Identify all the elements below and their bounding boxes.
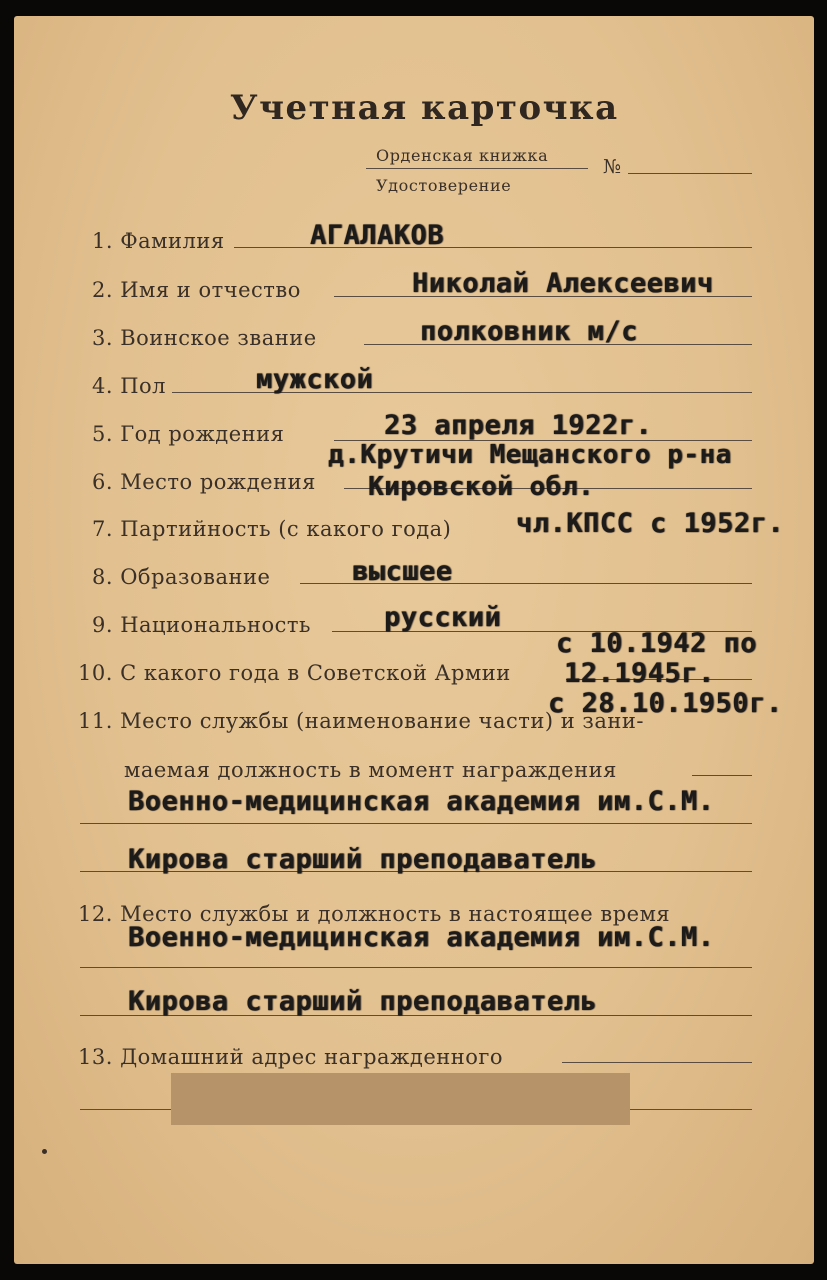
field-3-value: полковник м/с [420, 316, 638, 347]
field-2-value: Николай Алексеевич [412, 268, 714, 299]
doc-option-order-book: Орденская книжка [376, 146, 549, 165]
field-10-value-line3: с 28.10.1950г. [548, 688, 783, 719]
field-10-label: 10. С какого года в Советской Армии [78, 661, 511, 685]
field-11-value-line2: Кирова старший преподаватель [128, 844, 598, 875]
field-11-label-line2: маемая должность в момент награждения [124, 758, 617, 782]
field-10-value-line2: 12.1945г. [564, 658, 715, 689]
field-7-value: чл.КПСС с 1952г. [516, 508, 785, 539]
field-4-label: 4. Пол [92, 374, 167, 398]
field-2-label: 2. Имя и отчество [92, 278, 301, 302]
field-9-value: русский [384, 602, 502, 633]
field-1-label: 1. Фамилия [92, 229, 225, 253]
field-11-line-a [692, 775, 752, 776]
field-6-value-line1: д.Крутичи Мещанского р-на [328, 440, 732, 470]
field-9-label: 9. Национальность [92, 613, 311, 637]
field-5-value: 23 апреля 1922г. [384, 410, 653, 441]
field-7-label: 7. Партийность (с какого года) [92, 517, 452, 541]
field-13-line-a [562, 1062, 752, 1063]
field-12-label: 12. Место службы и должность в настоящее время [78, 902, 671, 926]
field-11-label-line1: 11. Место службы (наименование части) и зани- [78, 709, 644, 733]
field-4-value: мужской [256, 364, 374, 395]
field-12-line-a [80, 967, 752, 968]
field-6-value-line2: Кировской обл. [368, 472, 595, 502]
field-8-value: высшее [352, 556, 453, 587]
doc-option-divider [366, 168, 588, 169]
field-12-value-line1: Военно-медицинская академия им.С.М. [128, 922, 715, 953]
field-6-label: 6. Место рождения [92, 470, 316, 494]
number-label: № [603, 156, 622, 178]
card-title: Учетная карточка [230, 88, 619, 128]
paper-speck [42, 1149, 47, 1154]
doc-option-certificate: Удостоверение [376, 176, 512, 195]
field-13-label: 13. Домашний адрес награжденного [78, 1045, 504, 1069]
field-8-label: 8. Образование [92, 565, 271, 589]
field-11-line-b [80, 823, 752, 824]
field-12-value-line2: Кирова старший преподаватель [128, 986, 598, 1017]
field-5-label: 5. Год рождения [92, 422, 285, 446]
field-1-value: АГАЛАКОВ [310, 220, 445, 251]
field-10-value-line1: с 10.1942 по [556, 628, 758, 659]
redacted-address-block [171, 1073, 630, 1125]
field-3-label: 3. Воинское звание [92, 326, 317, 350]
number-line [628, 173, 752, 174]
field-11-value-line1: Военно-медицинская академия им.С.М. [128, 786, 715, 817]
